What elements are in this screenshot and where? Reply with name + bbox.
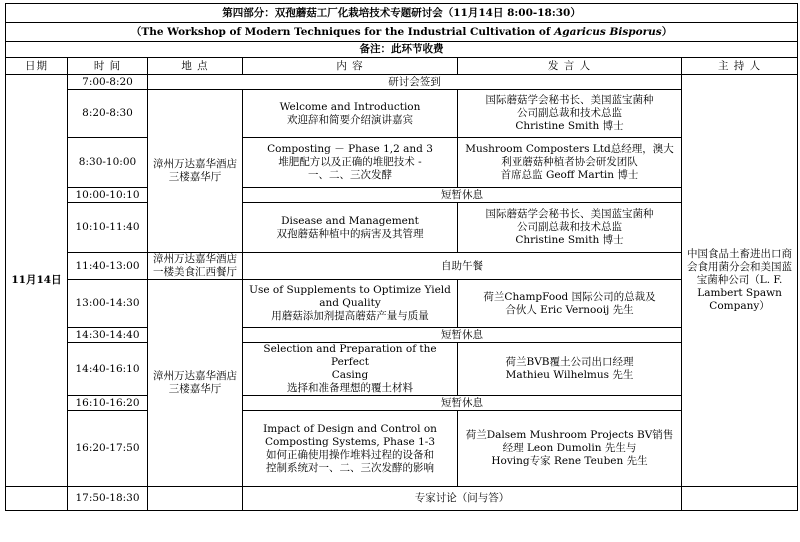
session-span: 短暂休息 (243, 188, 682, 203)
location-morning: 漳州万达嘉华酒店三楼嘉华厅 (148, 90, 243, 253)
column-header-row (6, 58, 798, 75)
time-cell: 8:30-10:00 (68, 138, 148, 188)
session-span: 自助午餐 (243, 253, 682, 280)
content-en: Selection and Preparation of the Perfect (263, 343, 437, 368)
table-row (6, 75, 798, 90)
time-cell: 16:20-17:50 (68, 411, 148, 487)
content-cn: 如何正确使用操作堆料过程的设备和 (266, 448, 434, 461)
column-header-host: 主 持 人 (682, 58, 798, 75)
content-en: Impact of Design and Control on (263, 422, 437, 435)
column-header-content: 内 容 (243, 58, 458, 75)
content-en: Welcome and Introduction (279, 100, 421, 113)
content-cell (243, 343, 458, 396)
subtitle-suffix: ） (661, 25, 673, 38)
host-empty-cell (682, 487, 798, 511)
subtitle-species: Agaricus Bisporus (554, 25, 662, 38)
content-cn: 欢迎辞和简要介绍演讲嘉宾 (287, 113, 413, 126)
speaker-cell (458, 138, 682, 188)
time-cell: 10:00-10:10 (68, 188, 148, 203)
speaker-line: 合伙人 Eric Vernooij 先生 (505, 303, 634, 316)
table-row (6, 253, 798, 280)
session-span: 短暂休息 (243, 328, 682, 343)
table-row (6, 90, 798, 138)
time-cell: 10:10-11:40 (68, 203, 148, 253)
agenda-table (5, 3, 798, 511)
table-row (6, 138, 798, 188)
content-cn: 堆肥配方以及正确的堆肥技术 - (278, 156, 422, 168)
table-row (6, 487, 798, 511)
column-header-date: 日期 (6, 58, 68, 75)
date-cell-extension (6, 487, 68, 511)
speaker-cell (458, 343, 682, 396)
time-cell: 7:00-8:20 (68, 75, 148, 90)
location-lunch: 漳州万达嘉华酒店一楼美食汇西餐厅 (148, 253, 243, 280)
table-row (6, 328, 798, 343)
speaker-line: Hoving专家 Rene Teuben 先生 (491, 455, 648, 467)
time-cell: 13:00-14:30 (68, 280, 148, 328)
content-cn: 用蘑菇添加剂提高蘑菇产量与质量 (271, 310, 429, 322)
speaker-line: 经理 Leon Dumolin 先生与 (502, 442, 637, 454)
speaker-line: Christine Smith 博士 (515, 234, 624, 246)
speaker-line: 荷兰Dalsem Mushroom Projects BV销售 (465, 429, 674, 441)
content-en: and Quality (319, 297, 381, 309)
column-header-location: 地 点 (148, 58, 243, 75)
speaker-cell (458, 90, 682, 138)
agenda-sheet (5, 3, 797, 511)
content-cell (243, 203, 458, 253)
speaker-line: Christine Smith 博士 (515, 120, 624, 132)
speaker-line: 荷兰BVB覆土公司出口经理 (505, 356, 634, 368)
speaker-line: 荷兰ChampFood 国际公司的总裁及 (483, 290, 656, 303)
content-en: Composting － Phase 1,2 and 3 (267, 143, 433, 155)
page-title: 第四部分：双孢蘑菇工厂化栽培技术专题研讨会（11月14日 8:00-18:30） (6, 4, 798, 23)
content-en: Composting Systems, Phase 1-3 (264, 435, 436, 448)
speaker-cell (458, 203, 682, 253)
speaker-line: 公司副总裁和技术总监 (517, 107, 622, 119)
speaker-line: 公司副总裁和技术总监 (517, 221, 622, 233)
time-cell: 16:10-16:20 (68, 396, 148, 411)
table-row (6, 411, 798, 487)
content-en: Disease and Management (281, 214, 419, 227)
time-cell: 11:40-13:00 (68, 253, 148, 280)
session-span: 研讨会签到 (148, 75, 682, 90)
content-cn: 选择和准备理想的覆土材料 (287, 382, 413, 394)
time-cell: 14:30-14:40 (68, 328, 148, 343)
content-en: Use of Supplements to Optimize Yield (249, 284, 451, 296)
title-row (6, 4, 798, 23)
subtitle-prefix: （The Workshop of Modern Techniques for the Industrial Cultivation of (130, 25, 555, 38)
subtitle-row (6, 23, 798, 42)
speaker-line: 国际蘑菇学会秘书长、美国蓝宝菌种 (485, 208, 654, 220)
session-span: 短暂休息 (243, 396, 682, 411)
content-cell (243, 90, 458, 138)
content-cn: 控制系统对一、二、三次发酵的影响 (266, 461, 434, 474)
location-afternoon: 漳州万达嘉华酒店三楼嘉华厅 (148, 280, 243, 487)
time-cell: 14:40-16:10 (68, 343, 148, 396)
note-row (6, 42, 798, 58)
page-subtitle (6, 23, 798, 42)
column-header-speaker: 发 言 人 (458, 58, 682, 75)
table-row (6, 280, 798, 328)
speaker-line: 利亚蘑菇种植者协会研发团队 (501, 156, 638, 168)
content-cell (243, 411, 458, 487)
fee-note: 备注：此环节收费 (6, 42, 798, 58)
speaker-line: Mushroom Composters Ltd总经理，澳大 (465, 143, 674, 155)
table-row (6, 396, 798, 411)
speaker-line: Mathieu Wilhelmus 先生 (505, 369, 634, 381)
host-cell: 中国食品土畜进出口商会食用菌分会和美国蓝宝菌种公司（L. F. Lambert Spawn Company） (682, 75, 798, 487)
column-header-time: 时 间 (68, 58, 148, 75)
location-empty-cell (148, 487, 243, 511)
content-cn: 双孢蘑菇种植中的病害及其管理 (276, 227, 424, 240)
content-cn: 一、二、三次发酵 (308, 169, 392, 181)
content-cell (243, 138, 458, 188)
date-cell: 11月14日 (6, 75, 68, 487)
time-cell: 17:50-18:30 (68, 487, 148, 511)
session-span: 专家讨论（问与答） (243, 487, 682, 511)
speaker-line: 首席总监 Geoff Martin 博士 (500, 169, 639, 181)
speaker-cell (458, 280, 682, 328)
speaker-cell (458, 411, 682, 487)
speaker-line: 国际蘑菇学会秘书长、美国蓝宝菌种 (485, 94, 654, 106)
table-row (6, 188, 798, 203)
time-cell: 8:20-8:30 (68, 90, 148, 138)
table-row (6, 203, 798, 253)
table-row (6, 343, 798, 396)
content-en: Casing (331, 369, 369, 381)
content-cell (243, 280, 458, 328)
